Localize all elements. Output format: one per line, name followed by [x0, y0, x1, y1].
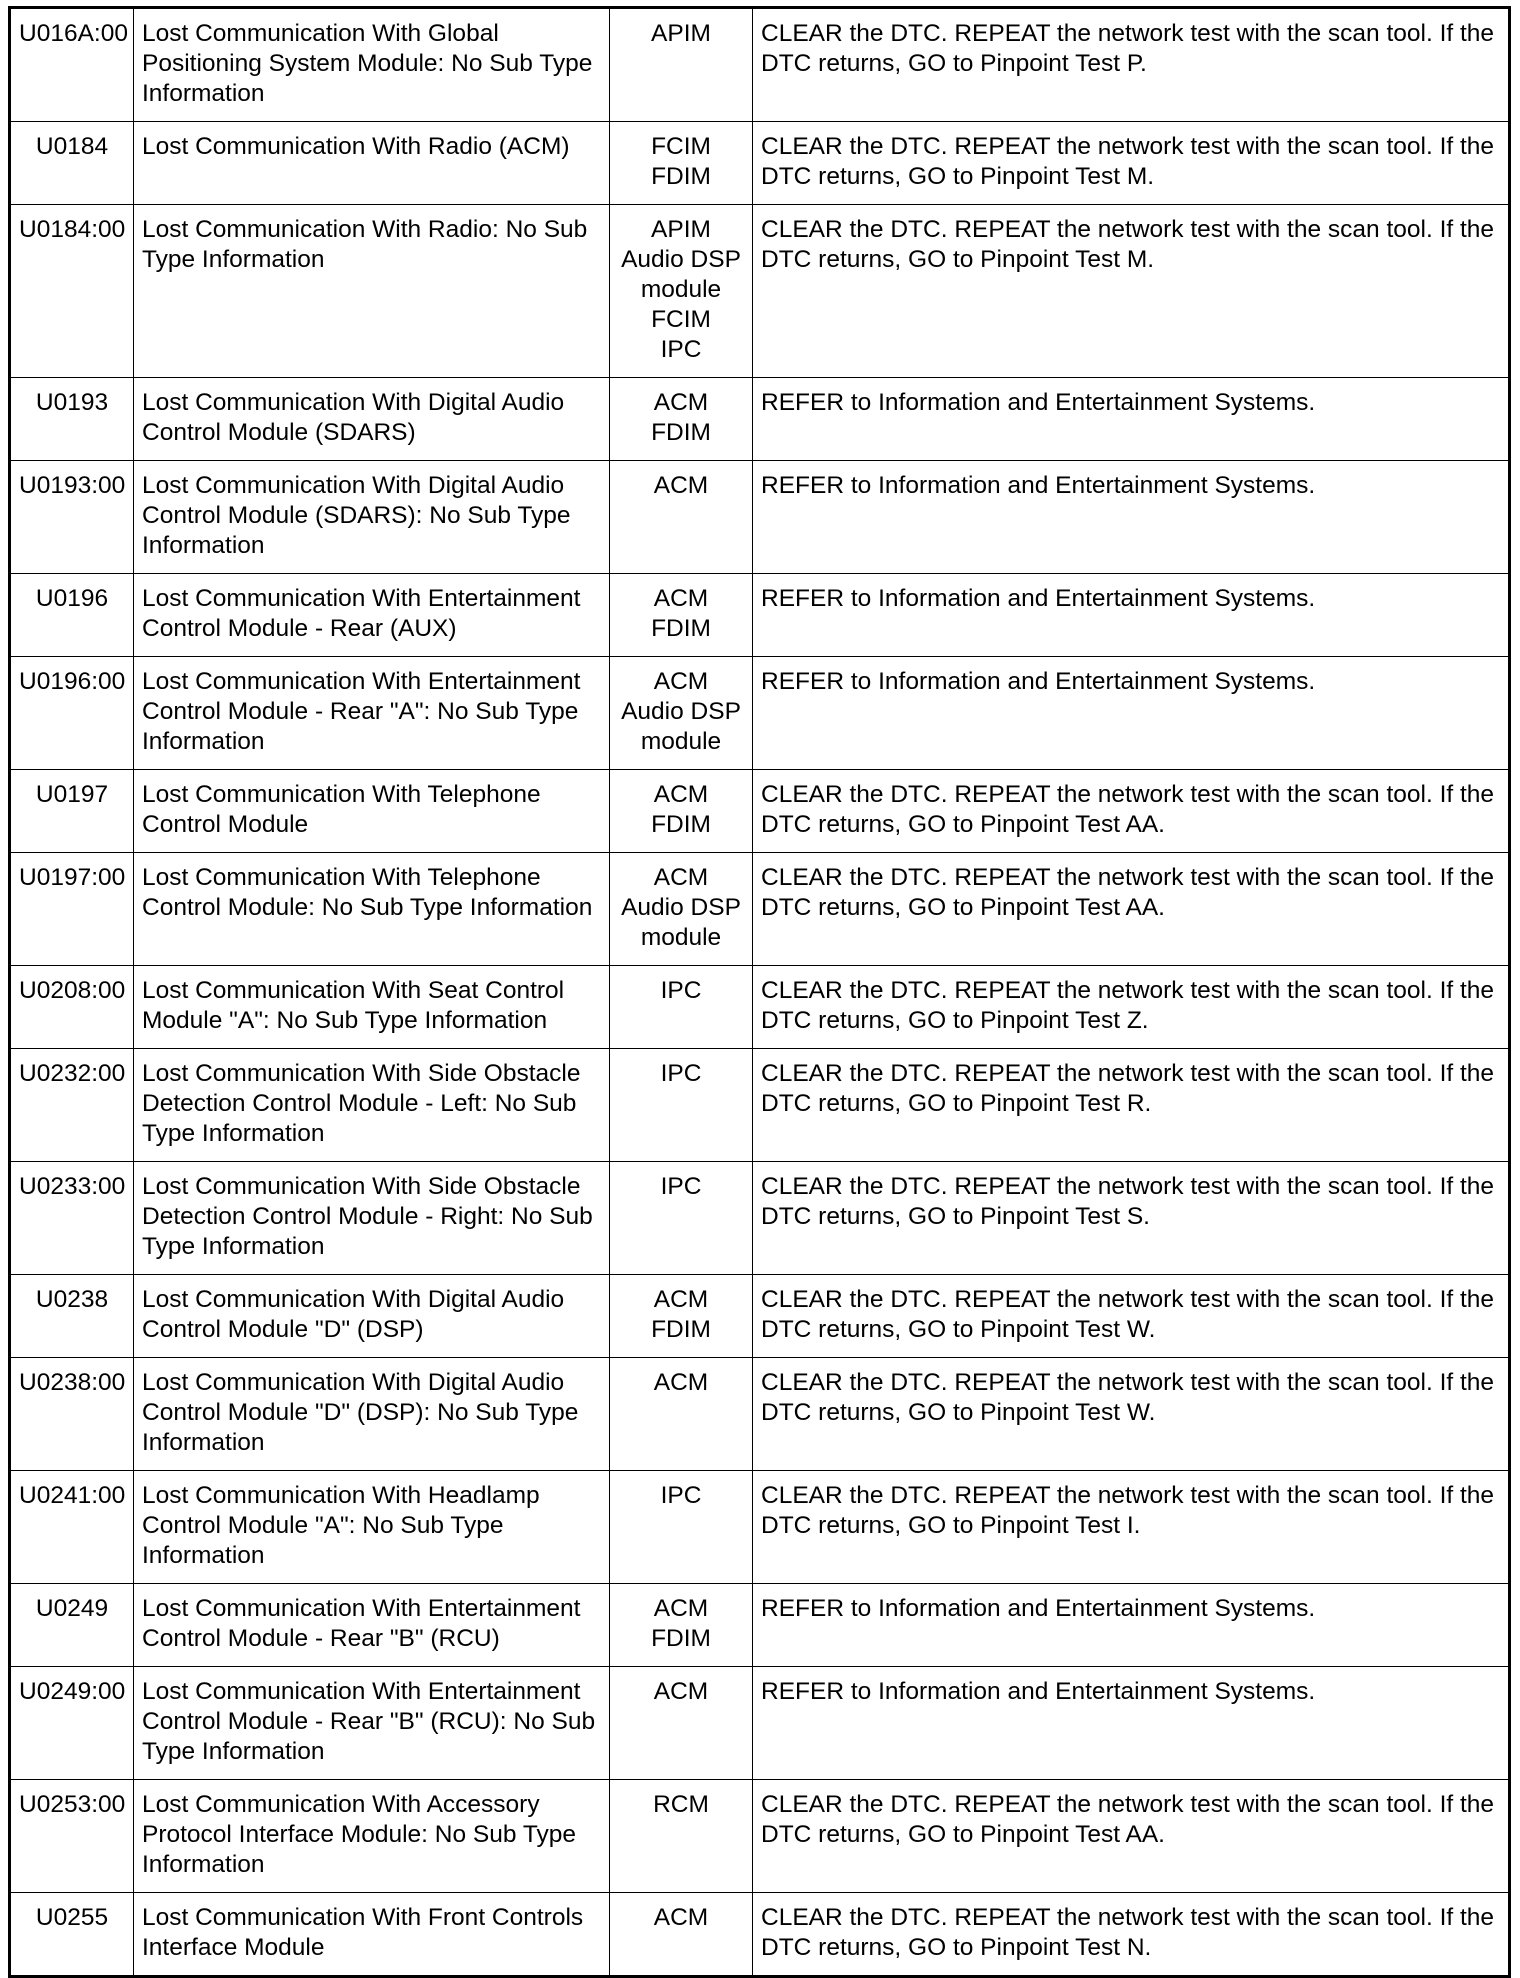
table-row: [10, 1358, 1510, 1471]
dtc-code: U0184:00: [10, 205, 134, 378]
module-name: ACM: [653, 1595, 709, 1622]
dtc-description: Lost Communication With Front Controls Interface Module: [134, 1893, 610, 1977]
module-name: IPC: [660, 336, 702, 363]
dtc-table-body: [10, 8, 1510, 1977]
table-row: [10, 1780, 1510, 1893]
table-row: [10, 1049, 1510, 1162]
dtc-modules: [610, 1893, 753, 1977]
dtc-action: REFER to Information and Entertainment Systems.: [753, 657, 1510, 770]
dtc-action: CLEAR the DTC. REPEAT the network test with the scan tool. If the DTC returns, GO to Pinpoint Test AA.: [753, 853, 1510, 966]
table-row: [10, 8, 1510, 122]
table-row: [10, 574, 1510, 657]
table-row: [10, 378, 1510, 461]
dtc-modules: [610, 1275, 753, 1358]
dtc-code: U0249: [10, 1584, 134, 1667]
dtc-action: CLEAR the DTC. REPEAT the network test with the scan tool. If the DTC returns, GO to Pinpoint Test AA.: [753, 770, 1510, 853]
module-name: ACM: [653, 864, 709, 891]
module-name: Audio DSP: [621, 246, 741, 273]
dtc-code: U0197:00: [10, 853, 134, 966]
dtc-modules: [610, 853, 753, 966]
dtc-code: U0238:00: [10, 1358, 134, 1471]
dtc-code: U0232:00: [10, 1049, 134, 1162]
dtc-action: CLEAR the DTC. REPEAT the network test with the scan tool. If the DTC returns, GO to Pinpoint Test AA.: [753, 1780, 1510, 1893]
module-name: IPC: [660, 1173, 702, 1200]
dtc-code: U016A:00: [10, 8, 134, 122]
dtc-action: CLEAR the DTC. REPEAT the network test with the scan tool. If the DTC returns, GO to Pinpoint Test N.: [753, 1893, 1510, 1977]
dtc-action: CLEAR the DTC. REPEAT the network test with the scan tool. If the DTC returns, GO to Pinpoint Test W.: [753, 1358, 1510, 1471]
dtc-code: U0196: [10, 574, 134, 657]
dtc-description: Lost Communication With Digital Audio Control Module (SDARS): [134, 378, 610, 461]
dtc-code: U0193: [10, 378, 134, 461]
dtc-code: U0184: [10, 122, 134, 205]
table-row: [10, 1275, 1510, 1358]
table-row: [10, 205, 1510, 378]
module-name: FDIM: [651, 615, 711, 642]
dtc-action: REFER to Information and Entertainment Systems.: [753, 461, 1510, 574]
dtc-code: U0233:00: [10, 1162, 134, 1275]
dtc-description: Lost Communication With Telephone Control Module: [134, 770, 610, 853]
dtc-action: REFER to Information and Entertainment Systems.: [753, 1667, 1510, 1780]
dtc-table: [8, 6, 1511, 1978]
dtc-description: Lost Communication With Digital Audio Control Module "D" (DSP): No Sub Type Information: [134, 1358, 610, 1471]
module-name: IPC: [660, 1060, 702, 1087]
dtc-description: Lost Communication With Accessory Protocol Interface Module: No Sub Type Information: [134, 1780, 610, 1893]
dtc-modules: [610, 657, 753, 770]
dtc-action: CLEAR the DTC. REPEAT the network test with the scan tool. If the DTC returns, GO to Pinpoint Test P.: [753, 8, 1510, 122]
dtc-description: Lost Communication With Seat Control Module "A": No Sub Type Information: [134, 966, 610, 1049]
dtc-action: CLEAR the DTC. REPEAT the network test with the scan tool. If the DTC returns, GO to Pinpoint Test S.: [753, 1162, 1510, 1275]
dtc-modules: [610, 1358, 753, 1471]
table-row: [10, 122, 1510, 205]
dtc-description: Lost Communication With Side Obstacle Detection Control Module - Left: No Sub Type Information: [134, 1049, 610, 1162]
module-name: FDIM: [651, 1625, 711, 1652]
dtc-description: Lost Communication With Radio: No Sub Type Information: [134, 205, 610, 378]
module-name: FDIM: [651, 811, 711, 838]
dtc-modules: [610, 574, 753, 657]
module-name: ACM: [653, 1286, 709, 1313]
dtc-modules: [610, 461, 753, 574]
dtc-description: Lost Communication With Entertainment Control Module - Rear (AUX): [134, 574, 610, 657]
dtc-action: CLEAR the DTC. REPEAT the network test with the scan tool. If the DTC returns, GO to Pinpoint Test I.: [753, 1471, 1510, 1584]
dtc-code: U0238: [10, 1275, 134, 1358]
module-name: ACM: [653, 585, 709, 612]
module-name: ACM: [653, 668, 709, 695]
dtc-action: CLEAR the DTC. REPEAT the network test with the scan tool. If the DTC returns, GO to Pinpoint Test M.: [753, 122, 1510, 205]
table-row: [10, 770, 1510, 853]
module-name: APIM: [651, 20, 711, 47]
dtc-action: REFER to Information and Entertainment Systems.: [753, 1584, 1510, 1667]
dtc-modules: [610, 1162, 753, 1275]
dtc-action: CLEAR the DTC. REPEAT the network test with the scan tool. If the DTC returns, GO to Pinpoint Test W.: [753, 1275, 1510, 1358]
dtc-code: U0208:00: [10, 966, 134, 1049]
module-name: FDIM: [651, 163, 711, 190]
dtc-description: Lost Communication With Digital Audio Control Module (SDARS): No Sub Type Information: [134, 461, 610, 574]
dtc-modules: [610, 1471, 753, 1584]
module-name: module: [640, 924, 722, 951]
dtc-code: U0241:00: [10, 1471, 134, 1584]
dtc-description: Lost Communication With Digital Audio Control Module "D" (DSP): [134, 1275, 610, 1358]
dtc-code: U0196:00: [10, 657, 134, 770]
dtc-code: U0193:00: [10, 461, 134, 574]
table-row: [10, 853, 1510, 966]
dtc-code: U0197: [10, 770, 134, 853]
dtc-description: Lost Communication With Telephone Control Module: No Sub Type Information: [134, 853, 610, 966]
dtc-modules: [610, 966, 753, 1049]
dtc-modules: [610, 122, 753, 205]
dtc-description: Lost Communication With Headlamp Control Module "A": No Sub Type Information: [134, 1471, 610, 1584]
module-name: ACM: [653, 1369, 709, 1396]
dtc-modules: [610, 770, 753, 853]
dtc-action: REFER to Information and Entertainment Systems.: [753, 378, 1510, 461]
module-name: FCIM: [651, 306, 711, 333]
table-row: [10, 1471, 1510, 1584]
dtc-modules: [610, 1780, 753, 1893]
dtc-action: CLEAR the DTC. REPEAT the network test with the scan tool. If the DTC returns, GO to Pinpoint Test M.: [753, 205, 1510, 378]
dtc-modules: [610, 1049, 753, 1162]
table-row: [10, 1667, 1510, 1780]
dtc-description: Lost Communication With Radio (ACM): [134, 122, 610, 205]
dtc-description: Lost Communication With Side Obstacle Detection Control Module - Right: No Sub Type Information: [134, 1162, 610, 1275]
dtc-modules: [610, 1584, 753, 1667]
module-name: ACM: [653, 1904, 709, 1931]
module-name: ACM: [653, 781, 709, 808]
dtc-description: Lost Communication With Entertainment Control Module - Rear "B" (RCU): No Sub Type Information: [134, 1667, 610, 1780]
module-name: Audio DSP: [621, 698, 741, 725]
table-row: [10, 1893, 1510, 1977]
module-name: FDIM: [651, 419, 711, 446]
module-name: ACM: [653, 472, 709, 499]
dtc-description: Lost Communication With Entertainment Control Module - Rear "B" (RCU): [134, 1584, 610, 1667]
table-row: [10, 1162, 1510, 1275]
dtc-action: CLEAR the DTC. REPEAT the network test with the scan tool. If the DTC returns, GO to Pinpoint Test R.: [753, 1049, 1510, 1162]
module-name: FCIM: [651, 133, 711, 160]
dtc-description: Lost Communication With Global Positioning System Module: No Sub Type Information: [134, 8, 610, 122]
module-name: RCM: [653, 1791, 709, 1818]
module-name: FDIM: [651, 1316, 711, 1343]
module-name: module: [640, 276, 722, 303]
dtc-description: Lost Communication With Entertainment Control Module - Rear "A": No Sub Type Information: [134, 657, 610, 770]
dtc-modules: [610, 205, 753, 378]
table-row: [10, 657, 1510, 770]
module-name: module: [640, 728, 722, 755]
dtc-modules: [610, 378, 753, 461]
dtc-action: REFER to Information and Entertainment Systems.: [753, 574, 1510, 657]
table-row: [10, 1584, 1510, 1667]
module-name: Audio DSP: [621, 894, 741, 921]
dtc-modules: [610, 8, 753, 122]
dtc-code: U0249:00: [10, 1667, 134, 1780]
dtc-code: U0253:00: [10, 1780, 134, 1893]
table-row: [10, 461, 1510, 574]
dtc-code: U0255: [10, 1893, 134, 1977]
module-name: IPC: [660, 977, 702, 1004]
module-name: APIM: [651, 216, 711, 243]
table-row: [10, 966, 1510, 1049]
module-name: ACM: [653, 1678, 709, 1705]
dtc-modules: [610, 1667, 753, 1780]
dtc-action: CLEAR the DTC. REPEAT the network test with the scan tool. If the DTC returns, GO to Pinpoint Test Z.: [753, 966, 1510, 1049]
module-name: IPC: [660, 1482, 702, 1509]
module-name: ACM: [653, 389, 709, 416]
